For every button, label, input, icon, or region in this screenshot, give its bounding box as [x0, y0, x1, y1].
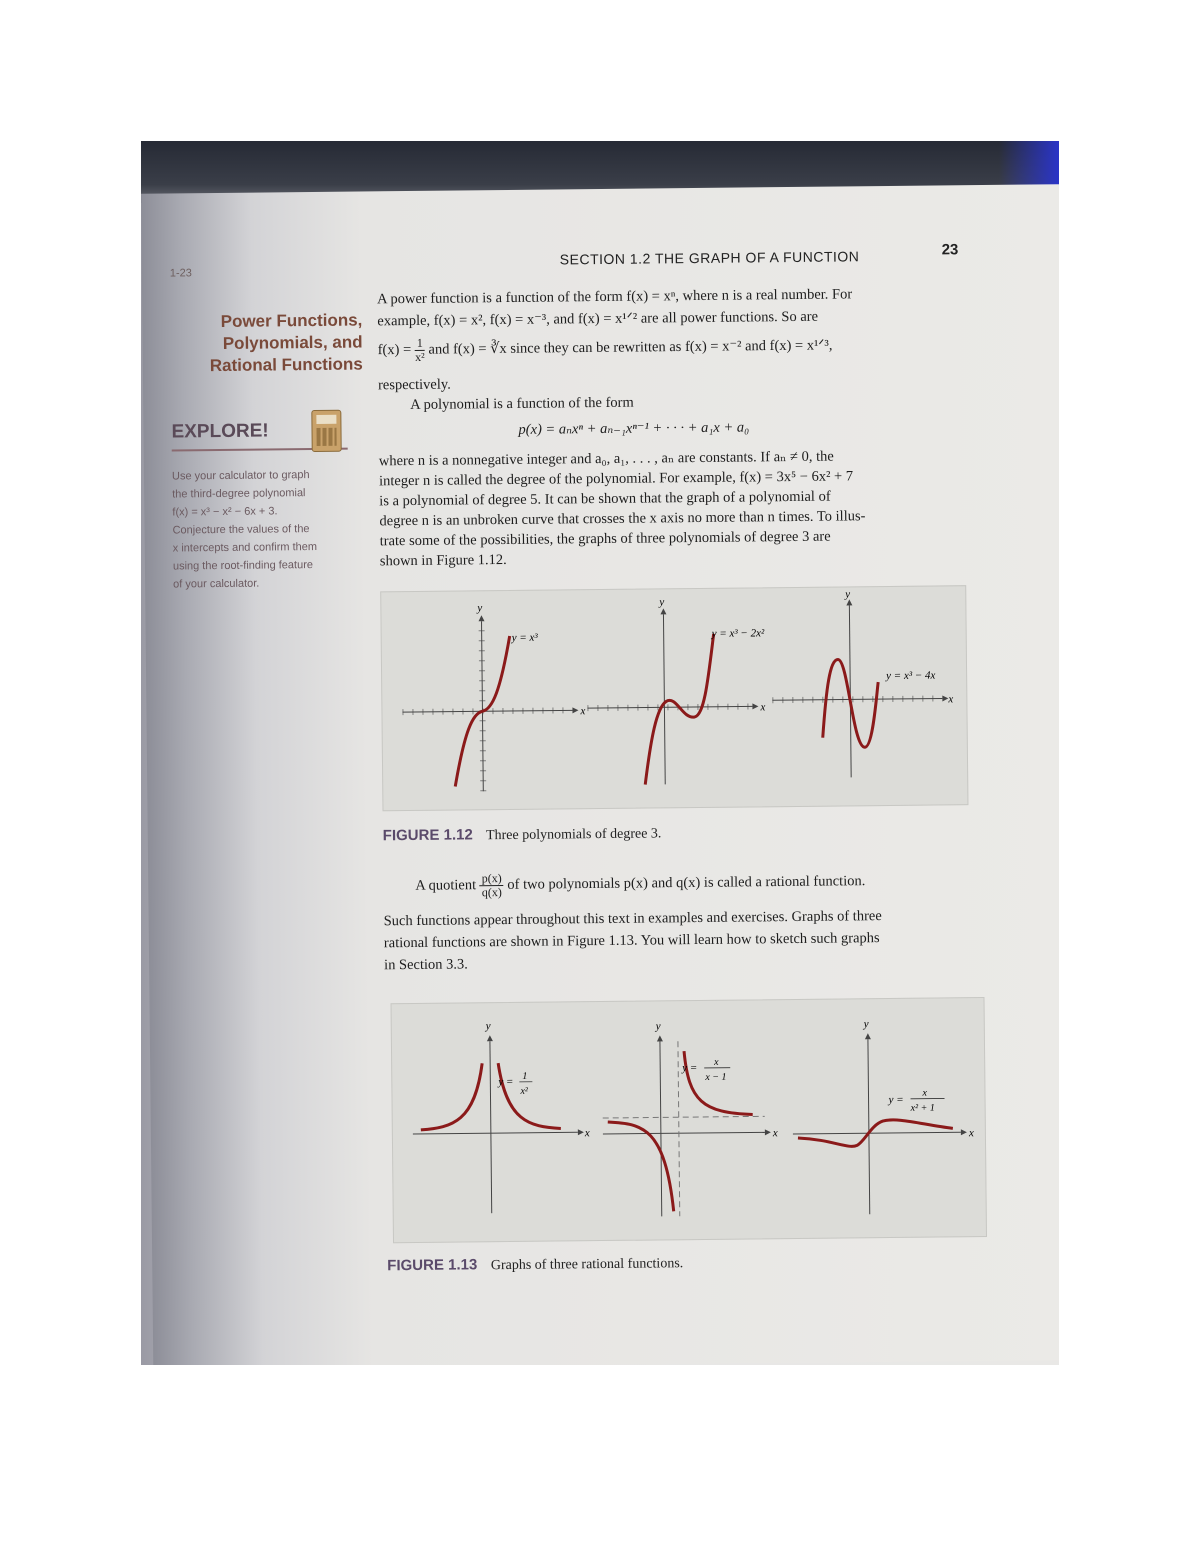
fraction-denominator: x²: [415, 349, 425, 364]
caption-text: Three polynomials of degree 3.: [485, 826, 662, 844]
graph-x-over-x-minus-1: [602, 1019, 779, 1217]
fraction-denominator: q(x): [481, 885, 502, 900]
explore-line: the third-degree polynomial: [172, 487, 306, 501]
fraction: [415, 337, 425, 364]
body-line: is a polynomial of degree 5. It can be shown that the graph of a polynomial of: [379, 488, 831, 510]
inline-text: f(x) =: [377, 341, 412, 359]
axis-y-label: y: [845, 588, 851, 601]
graph-cubic-three-roots: [771, 587, 954, 778]
inline-text: and f(x) = ∛x since they can be rewritten as f(x) = x⁻² and f(x) = x¹ᐟ³,: [428, 337, 833, 358]
axis-x-label: x: [584, 1127, 590, 1140]
section-heading-line: Polynomials, and: [222, 332, 363, 353]
explore-line: of your calculator.: [173, 577, 260, 591]
graph-label-denominator: x² + 1: [910, 1102, 935, 1114]
axis-x-label: x: [948, 693, 954, 706]
body-line: respectively.: [377, 376, 451, 394]
figure-1-13: [391, 997, 987, 1243]
explore-line: x intercepts and confirm them: [172, 540, 318, 555]
graph-label-prefix: y =: [498, 1075, 514, 1089]
axis-x-label: x: [968, 1127, 974, 1140]
graph-x-over-x-squared-plus-1: [792, 1017, 975, 1215]
explore-text: [172, 466, 353, 594]
photo-frame: [141, 141, 1059, 1365]
explore-box: [171, 420, 353, 594]
axis-y-label: y: [863, 1018, 869, 1031]
body-line: where n is a nonnegative integer and a₀, a₁, . . . , aₙ are constants. If aₙ ≠ 0, the: [378, 448, 834, 470]
explore-title: EXPLORE!: [171, 420, 347, 452]
running-head: SECTION 1.2 THE GRAPH OF A FUNCTION: [559, 248, 860, 268]
figure-1-13-caption: [387, 1254, 683, 1275]
body-line: example, f(x) = x², f(x) = x⁻³, and f(x) = x¹ᐟ² are all power functions. So are: [377, 308, 819, 330]
calculator-icon: [311, 410, 341, 452]
graph-label-denominator: x − 1: [705, 1071, 727, 1083]
graph-label: y = x³ − 4x: [886, 669, 936, 683]
explore-line: f(x) = x³ − x² − 6x + 3.: [172, 505, 278, 519]
section-heading-line: Rational Functions: [209, 354, 363, 376]
axis-x-label: x: [580, 705, 586, 718]
explore-line: Conjecture the values of the: [172, 523, 310, 537]
figure-1-12: [380, 585, 968, 811]
graph-label: y = x³ − 2x²: [711, 627, 765, 640]
body-line: degree n is an unbroken curve that crosses the x axis no more than n times. To illus-: [379, 508, 866, 530]
graph-label: y = x³: [511, 631, 538, 644]
figure-label: FIGURE 1.13: [387, 1256, 478, 1275]
figure-label: FIGURE 1.12: [382, 826, 473, 845]
graph-label-prefix: y =: [682, 1062, 698, 1075]
body-line: in Section 3.3.: [384, 956, 468, 974]
body-line: integer n is called the degree of the polynomial. For example, f(x) = 3x⁵ − 6x² + 7: [378, 468, 854, 490]
fraction-numerator: 1: [415, 337, 425, 351]
graph-label-prefix: y =: [888, 1093, 904, 1107]
axis-x-label: x: [760, 701, 766, 714]
axis-y-label: y: [655, 1020, 661, 1033]
section-heading-line: Power Functions,: [220, 310, 363, 331]
page-reference: 1-23: [169, 267, 192, 280]
body-line: A power function is a function of the form f(x) = xⁿ, where n is a real number. For: [377, 286, 853, 308]
graph-label-denominator: x²: [520, 1085, 528, 1097]
axis-y-label: y: [659, 596, 665, 609]
axis-y-label: y: [485, 1020, 491, 1033]
inline-text: A quotient: [415, 877, 477, 894]
figure-1-12-caption: [383, 824, 662, 845]
explore-line: using the root-finding feature: [172, 559, 314, 573]
page-number: 23: [941, 241, 959, 259]
graph-cubic-shifted: [586, 595, 766, 785]
caption-text: Graphs of three rational functions.: [490, 1256, 684, 1274]
graph-reciprocal-square: [412, 1019, 591, 1214]
graph-label-numerator: 1: [522, 1070, 528, 1082]
body-line: [378, 333, 833, 365]
body-line: [415, 868, 865, 900]
body-line: A polynomial is a function of the form: [410, 394, 634, 413]
explore-line: Use your calculator to graph: [171, 469, 310, 483]
axis-x-label: x: [772, 1127, 778, 1140]
body-line: shown in Figure 1.12.: [379, 551, 507, 570]
textbook-page: [141, 184, 1059, 1365]
axis-y-label: y: [477, 602, 483, 615]
graph-cubic: [401, 601, 586, 792]
body-line: trate some of the possibilities, the graphs of three polynomials of degree 3 are: [379, 528, 831, 550]
fraction: [480, 872, 504, 899]
fraction-numerator: p(x): [480, 872, 504, 886]
polynomial-formula: p(x) = aₙxⁿ + aₙ₋₁xⁿ⁻¹ + · · · + a₁x + a₀: [518, 419, 750, 438]
body-line: Such functions appear throughout this text in examples and exercises. Graphs of three: [383, 908, 882, 930]
figure-1-13-graphs: [392, 998, 986, 1242]
figure-1-12-graphs: [381, 586, 967, 810]
inline-text: of two polynomials p(x) and q(x) is called a rational function.: [507, 873, 866, 893]
graph-label-numerator: x: [922, 1087, 927, 1099]
graph-label-numerator: x: [714, 1056, 719, 1068]
body-line: rational functions are shown in Figure 1.13. You will learn how to sketch such graphs: [383, 930, 880, 952]
section-heading: [162, 309, 363, 377]
